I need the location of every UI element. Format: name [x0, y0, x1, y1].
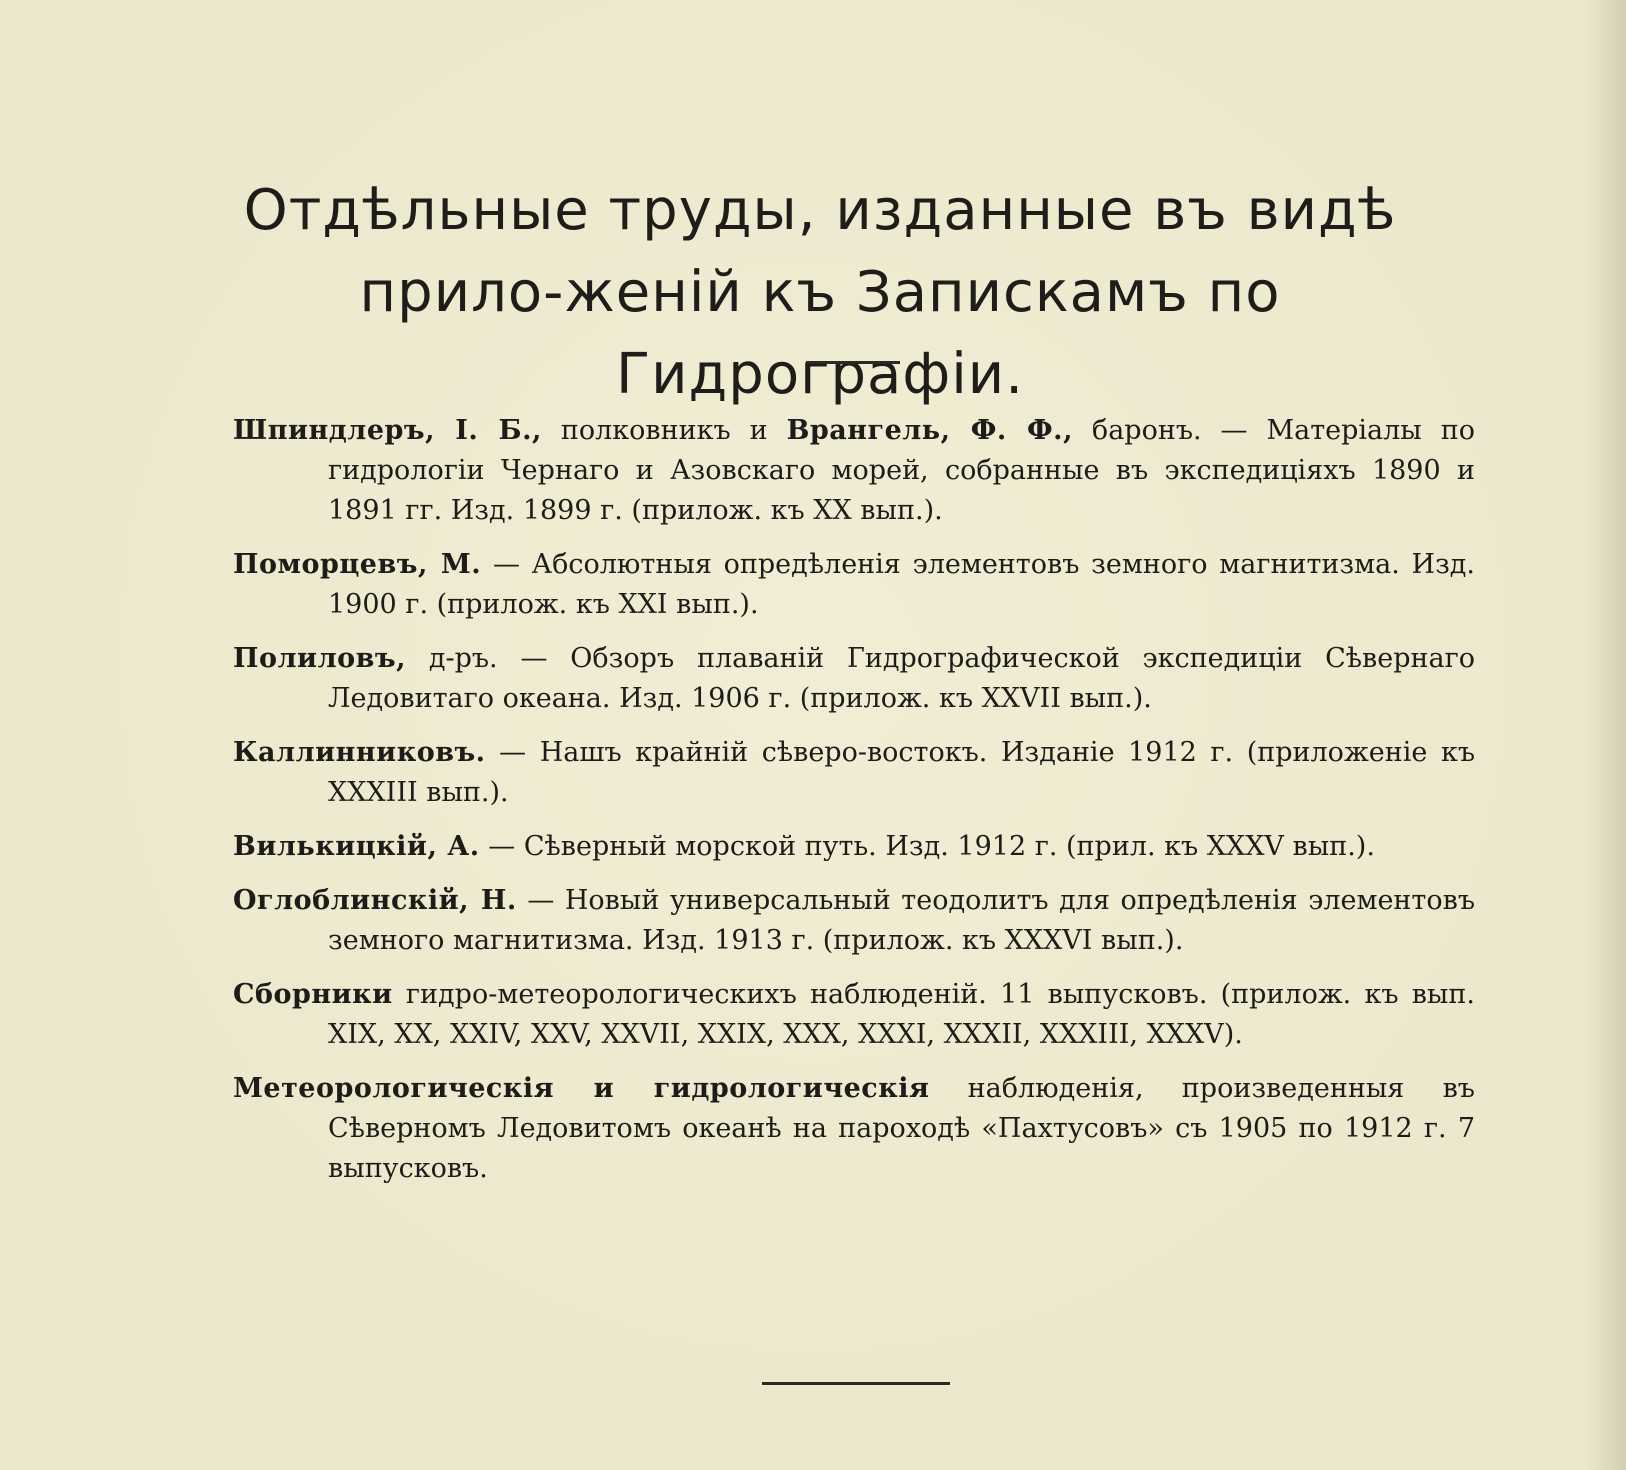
bibliography-entry-6: [233, 881, 1475, 961]
bottom-divider: [762, 1382, 950, 1385]
entry-text: — Нашъ крайній сѣверо-востокъ. Изданіе 1912 г. (приложеніе къ XXXIII вып.).: [328, 737, 1475, 808]
entry-text: — Новый универсальный теодолитъ для опредѣленія элементовъ земного магнитизма. Изд. 1913 г. (прилож. къ XXXVI вып.).: [328, 885, 1475, 956]
entry-text: гидро-метеорологическихъ наблюденій. 11 выпусковъ. (прилож. къ вып. XIX, XX, XXIV, XXV, XXVII, XXIX, XXX, XXXI, XXXII, XXXIII, XXXV).: [328, 979, 1475, 1050]
entry-text: — Сѣверный морской путь. Изд. 1912 г. (прил. къ XXXV вып.).: [479, 831, 1375, 862]
entry-author: Метеорологическія и гидрологическія: [233, 1073, 930, 1104]
page-title-text: Отдѣльные труды, изданные въ видѣ прило-жeній къ Запискамъ по Гидрографіи.: [243, 178, 1397, 407]
bibliography-entry-5: [233, 827, 1475, 867]
bibliography-entry-3: [233, 639, 1475, 719]
entry-author: Шпиндлеръ, I. Б.,: [233, 415, 542, 446]
entry-author: Оглоблинскій, Н.: [233, 885, 517, 916]
page-title: [150, 170, 1490, 416]
entry-author: Полиловъ,: [233, 643, 406, 674]
entry-author: Вилькицкій, А.: [233, 831, 480, 862]
entry-author: Сборники: [233, 979, 393, 1010]
entry-author-2: Врангель, Ф. Ф.,: [786, 415, 1073, 446]
entry-author: Поморцевъ, М.: [233, 549, 482, 580]
entry-author: Каллинниковъ.: [233, 737, 486, 768]
entry-text: — Абсолютныя опредѣленія элементовъ земного магнитизма. Изд. 1900 г. (прилож. къ XXI вып.).: [328, 549, 1476, 620]
bibliography-list: [233, 411, 1475, 1203]
top-divider: [806, 361, 900, 364]
entry-text: полковникъ и: [541, 415, 787, 446]
bibliography-entry-8: [233, 1069, 1475, 1189]
entry-text-2: баронъ. — Матеріалы по гидрологіи Чернаго и Азовскаго морей, собранные въ экспедиціяхъ 1890 и 1891 гг. Изд. 1899 г. (прилож. къ XX вып.).: [328, 415, 1475, 526]
bibliography-entry-2: [233, 545, 1475, 625]
bibliography-entry-1: [233, 411, 1475, 531]
bibliography-entry-7: [233, 975, 1475, 1055]
bibliography-entry-4: [233, 733, 1475, 813]
entry-text: наблюденія, произведенныя въ Сѣверномъ Ледовитомъ океанѣ на пароходѣ «Пахтусовъ» съ 1905 по 1912 г. 7 выпусковъ.: [328, 1073, 1475, 1184]
entry-text: д-ръ. — Обзоръ плаваній Гидрографической экспедиціи Сѣвернаго Ледовитаго океана. Изд. 1906 г. (прилож. къ XXVII вып.).: [328, 643, 1475, 714]
